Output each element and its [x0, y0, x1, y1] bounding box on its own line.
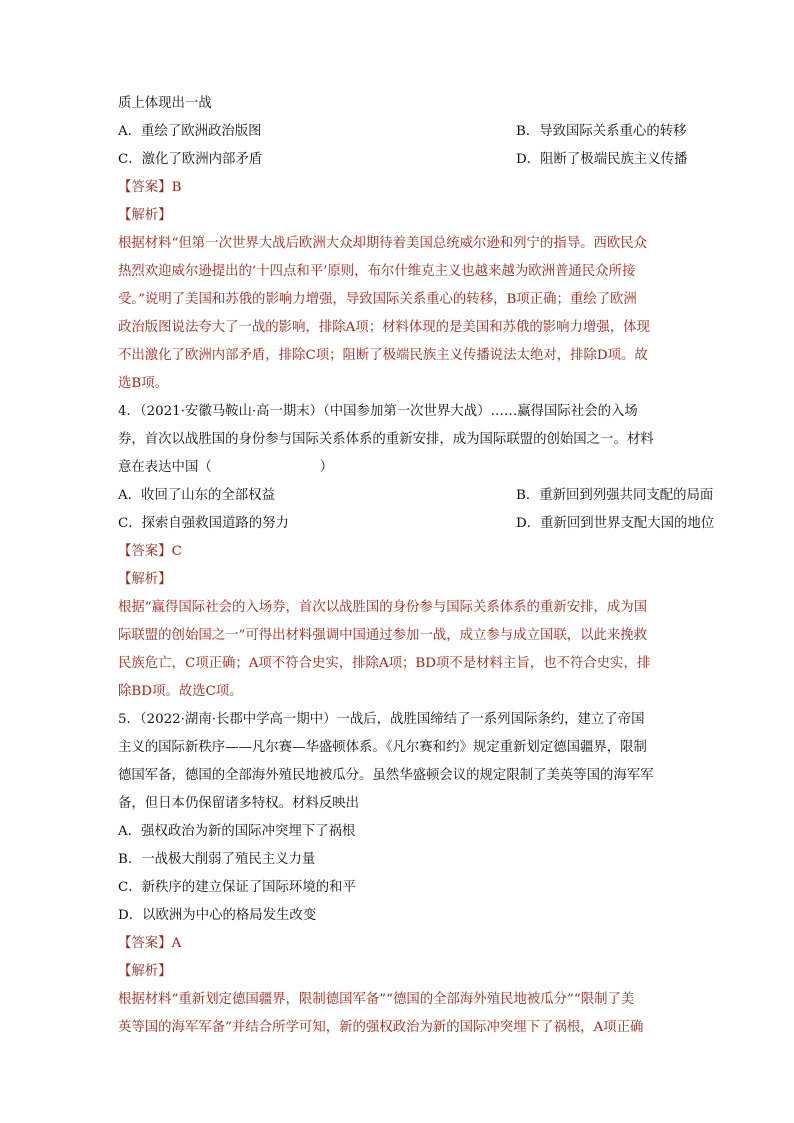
q3-option-a: A．重绘了欧洲政治版图 [118, 124, 262, 139]
q3-analysis-line: 政治版图说法夸大了一战的影响，排除A项；材料体现的是美国和苏俄的影响力增强，体现 [118, 320, 650, 335]
q3-analysis-line: 热烈欢迎威尔逊提出的‘十四点和平’原则，布尔什维克主义也越来越为欧洲普通民众所接 [118, 264, 636, 279]
q5-option-d: D．以欧洲为中心的格局发生改变 [118, 908, 317, 923]
q3-option-b: B．导致国际关系重心的转移 [516, 124, 687, 139]
q5-analysis-line: 英等国的海军军备”并结合所学可知，新的强权政治为新的国际冲突埋下了祸根，A项正确 [118, 1020, 644, 1035]
q4-analysis-line: 际联盟的创始国之一”可得出材料强调中国通过参加一战，成立参与成立国联，以此来挽救 [118, 628, 648, 643]
q4-option-c: C．探索自强救国道路的努力 [118, 516, 289, 531]
q3-analysis-line: 根据材料“但第一次世界大战后欧洲大众却期待着美国总统威尔逊和列宁的指导。西欧民众 [118, 236, 648, 251]
q4-answer-tag: 【答案】 [118, 544, 172, 559]
q4-options-row-1 [118, 482, 714, 510]
q3-answer-tag: 【答案】 [118, 180, 172, 195]
q4-stem-line: 券，首次以战胜国的身份参与国际关系体系的重新安排，成为国际联盟的创始国之一。材料 [118, 432, 654, 447]
q5-stem-line: 主义的国际新秩序——凡尔赛—华盛顿体系。《凡尔赛和约》规定重新划定德国疆界，限制 [118, 740, 647, 755]
q4-answer-value: C [171, 544, 182, 559]
q4-stem-end-suffix: ） [319, 460, 334, 475]
q4-analysis-line: 根据“赢得国际社会的入场券，首次以战胜国的身份参与国际关系体系的重新安排，成为国 [118, 600, 648, 615]
q3-answer-value: B [171, 180, 182, 195]
q4-answer [118, 538, 678, 566]
q5-answer [118, 930, 678, 958]
q5-option-a: A．强权政治为新的国际冲突埋下了祸根 [118, 824, 356, 839]
q3-options-row-1 [118, 118, 687, 146]
q5-option-b: B．一战极大削弱了殖民主义力量 [118, 852, 316, 867]
q5-analysis-line: 根据材料“重新划定德国疆界，限制德国军备”“德国的全部海外殖民地被瓜分”“限制了美 [118, 992, 635, 1007]
q3-analysis-line: 选B项。 [118, 376, 169, 391]
q5-analysis-tag: 【解析】 [118, 964, 172, 979]
q4-options-row-2 [118, 510, 715, 538]
q4-option-b: B．重新回到列强共同支配的局面 [516, 488, 714, 503]
q3-stem-tail: 质上体现出一战 [118, 96, 212, 111]
q5-answer-value: A [171, 936, 182, 951]
q4-analysis-line: 除BD项。故选C项。 [118, 684, 243, 699]
q4-option-d: D．重新回到世界支配大国的地位 [516, 516, 715, 531]
q3-analysis-tag: 【解析】 [118, 208, 172, 223]
q3-options-row-2 [118, 146, 688, 174]
q3-option-d: D．阻断了极端民族主义传播 [516, 152, 688, 167]
q4-analysis-tag: 【解析】 [118, 572, 172, 587]
q4-stem-end-prefix: 意在表达中国（ [118, 460, 212, 475]
q3-answer [118, 174, 678, 202]
q4-stem-line: 4．（2021·安徽马鞍山·高一期末）（中国参加第一次世界大战）……赢得国际社会的入场 [118, 404, 638, 419]
q5-answer-tag: 【答案】 [118, 936, 172, 951]
q4-stem-end [118, 454, 678, 482]
q5-stem-line: 备，但日本仍保留诸多特权。材料反映出 [118, 796, 360, 811]
q5-option-c: C．新秩序的建立保证了国际环境的和平 [118, 880, 356, 895]
q4-option-a: A．收回了山东的全部权益 [118, 488, 275, 503]
q4-analysis-line: 民族危亡，C项正确；A项不符合史实，排除A项；BD项不是材料主旨，也不符合史实，排 [118, 656, 651, 671]
q5-stem-line: 5．（2022·湖南·长郡中学高一期中）一战后，战胜国缔结了一系列国际条约，建立了帝国 [118, 712, 645, 727]
q3-option-c: C．激化了欧洲内部矛盾 [118, 152, 263, 167]
q5-stem-line: 德国军备，德国的全部海外殖民地被瓜分。虽然华盛顿会议的规定限制了美英等国的海军军 [118, 768, 654, 783]
q3-analysis-line: 不出激化了欧洲内部矛盾，排除C项；阻断了极端民族主义传播说法太绝对，排除D项。故 [118, 348, 648, 363]
q3-analysis-line: 受。”说明了美国和苏俄的影响力增强，导致国际关系重心的转移，B项正确；重绘了欧洲 [118, 292, 637, 307]
